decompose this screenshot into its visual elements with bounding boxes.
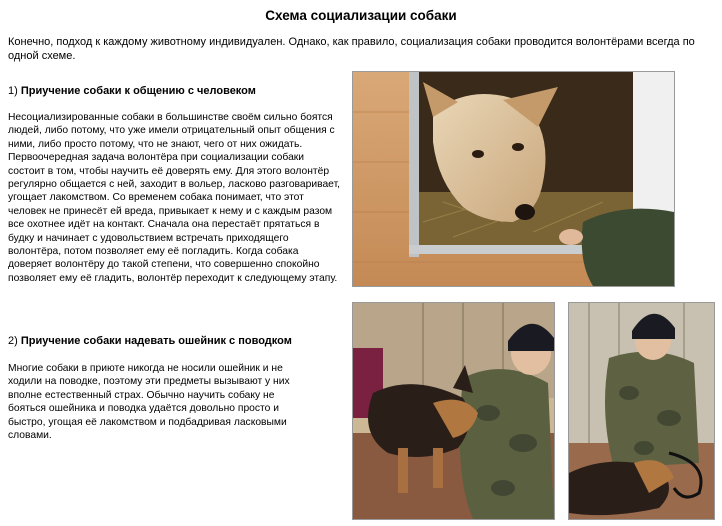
- section-1-heading: [8, 84, 338, 98]
- volunteer-with-dog-photo: [352, 302, 555, 520]
- section-1-title: Приучение собаки к общению с человеком: [20, 85, 256, 97]
- section-2-number: 2): [8, 335, 18, 347]
- dog-in-kennel-photo: [352, 71, 675, 287]
- section-1-number: 1): [8, 85, 18, 97]
- page-title: Схема социализации собаки: [265, 8, 457, 23]
- intro-paragraph: Конечно, подход к каждому животному индивидуален. Однако, как правило, социализация собаки проводится волонтёрами всегда по одной схеме.: [8, 36, 695, 62]
- section-2-title: Приучение собаки надевать ошейник с поводком: [20, 335, 292, 347]
- section-2-heading: [8, 334, 338, 348]
- section-2-text: Многие собаки в приюте никогда не носили ошейник и не ходили на поводке, поэтому эти предметы вызывают у них вполне естественный страх. Обычно научить собаку не бояться ошейника и поводка удаётся довольно просто и быстро, угощая её лакомством и подбадривая ласковыми словами.: [8, 363, 290, 442]
- section-1-text: Несоциализированные собаки в большинстве своём сильно боятся людей, либо потому, что уже имели отрицательный опыт общения с ними, либо просто потому, что не знают, чего от них ожидать. Первоочередная задача волонтёра при социализации собаки состоит в том, чтобы научить её доверять ему. Для этого волонтёр регулярно общается с ней, заходит в вольер, ласково разговаривает, угощает лакомством. Со временем собака понимает, что этот человек не принесёт ей вреда, привыкает к нему и с каждым разом все охотнее идёт на контакт. Сначала она перестаёт прятаться в будку и начинает с удовольствием встречать приходящего волонтёра, потом позволяет ему её погладить. Когда собака доверяет волонтёру до такой степени, что совершенно спокойно позволяет ему её гладить, волонтёр переходит к следующему этапу.: [8, 112, 341, 284]
- volunteer-collar-dog-photo: [568, 302, 715, 520]
